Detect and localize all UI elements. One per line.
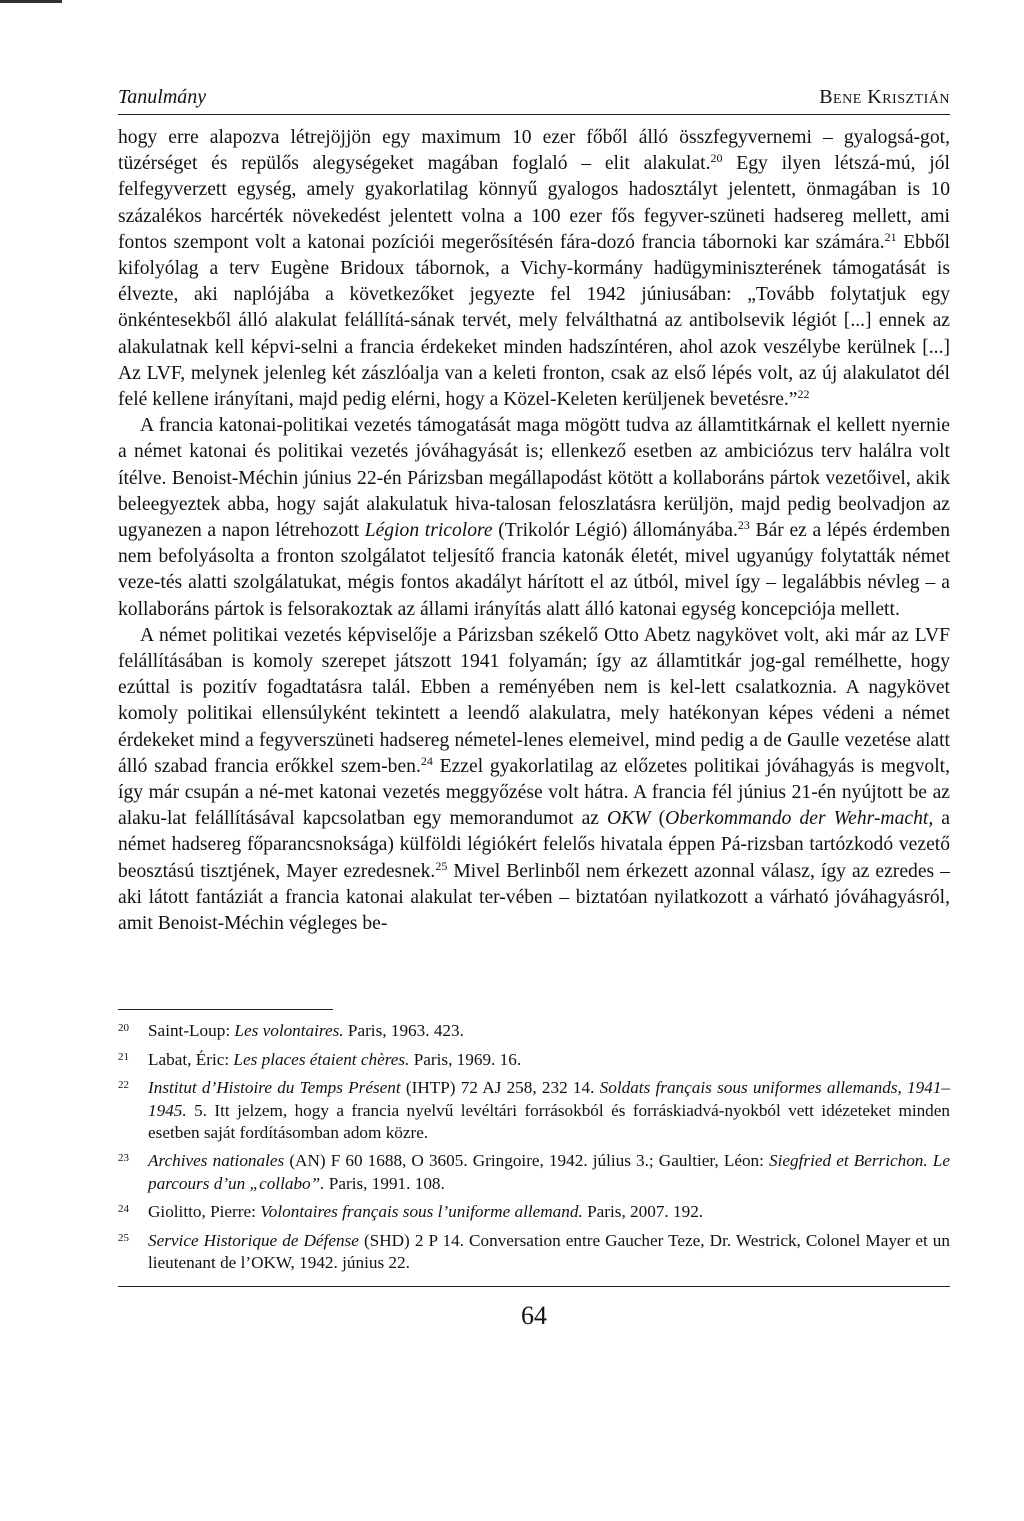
text-run: Ebből kifolyólag a terv Eugène Bridoux tábornok, a Vichy-kormány hadügyminiszterének támogatását is élvezte, aki naplójába a következőket jegyezte fel 1942 júniusában: „Tovább folytatjuk egy önkéntesekből álló alakulat felállítá-sának tervét, mely felválthatná az antibolsevik légiót [...] ennek az alakulatnak kell képvi-selni a francia érdekeket minden hadszíntéren, ahol azok veszélybe kerülnek [...] Az LVF, melynek jelenleg két zászlóalja van a keleti fronton, csak az első lépés volt, az új alakulatot dél felé kellene irányítani, majd pedig elérni, hogy a Közel-Keleten kerüljenek bevetésre.” [118,231,950,411]
text-run: hogy erre alapozva létrejöjjön egy maximum 10 ezer főből álló összfegyvernemi – gyalogsá-got, tüzérséget és repülős alegységeket magában foglaló – elit alakulat. [118,127,950,175]
text-run: (IHTP) 72 AJ 258, 232 14. [400,1078,600,1098]
italic-text: Les volontaires. [234,1021,344,1041]
footnote-ref: 25 [435,858,448,873]
text-run: A francia katonai-politikai vezetés támogatását maga mögött tudva az államtitkárnak el kellett nyernie a német katonai és politikai vezetés jóváhagyását is; ellenkező esetben az ambiciózus terv halálra volt ítélve. Benoist-Méchin június 22-én Párizsban megállapodást kötött a kollaboráns pártok vezetőivel, akik beleegyeztek abba, hogy saját alakulatuk hiva-talosan feloszlatásra kerüljön, majd pedig beolvadjon az ugyanezen a napon létrehozott [118,415,950,542]
text-run: Paris, 1991. 108. [324,1173,445,1193]
footnote-number: 22 [118,1079,129,1092]
journal-title: Tanulmány [118,86,207,108]
footnote-ref: 21 [884,229,897,244]
footnote-number: 24 [118,1203,129,1216]
italic-text: Légion tricolore [364,520,493,542]
footnote-ref: 23 [737,518,750,533]
footnote-number: 21 [118,1050,129,1063]
footnote-ref: 22 [797,387,810,402]
footnote-separator [118,1009,333,1010]
bottom-rule [118,1286,950,1287]
footnote-number: 25 [118,1231,129,1244]
scan-edge-mark [0,0,62,3]
italic-text: Oberkommando der Wehr-macht, [665,808,934,830]
paragraph-3 [118,623,950,937]
footnote [118,1230,950,1275]
text-run: Mivel Berlinből nem érkezett azonnal válasz, így az ezredes – aki látott fantáziát a francia katonai alakulat ter-vében – biztatóan nyilatkozott a várható jóváhagyásról, amit Benoist-Méchin végleges be- [118,860,950,935]
footnotes [118,1020,950,1274]
text-run: 5. Itt jelzem, hogy a francia nyelvű levéltári forrásokból és forráskiadvá-nyokból vett idézeteket minden esetben saját fordításomban adom közre. [148,1100,950,1142]
footnote [118,1201,950,1223]
text-run: Egy ilyen létszá-mú, jól felfegyverzett egység, amely gyakorlatilag könnyű gyalogos hadosztályt jelentett, önmagában is 10 százalékos harcérték növekedést jelentett volna a 100 ezer fős fegyver-szüneti hadsereg mellett, ami fontos szempont volt a katonai pozíciói megerősítésén fára-dozó francia tábornoki kar számára. [118,153,950,253]
footnote-ref: 24 [420,753,433,768]
text-run: a német hadsereg főparancsnoksága) külföldi légiókért felelős hivatala éppen Pá-rizsban tartózkodó vezető beosztású tisztjének, Mayer ezredesnek. [118,808,950,882]
text-run: (AN) F 60 1688, O 3605. Gringoire, 1942. július 3.; Gaultier, Léon: [284,1151,770,1171]
footnote-ref: 20 [710,151,723,166]
footnote-number: 20 [118,1022,129,1035]
footnote [118,1150,950,1195]
italic-text: Soldats français sous uniformes allemands, 1941–1945. [148,1078,951,1120]
text-run: A német politikai vezetés képviselője a Párizsban székelő Otto Abetz nagykövet volt, aki már az LVF felállításában is komoly szerepet játszott 1941 folyamán; így az államtitkár jog-gal remélhette, hogy ezúttal is pozitív fogadtatásra talál. Ebben a reményében nem is kel-lett csalatkoznia. A nagykövet komoly politikai ellensúlyként tekintett a leendő alakulatra, mely hatékonyan képes védeni a német érdekeket mind a fegyverszüneti hadsereg németel-lenes elemeivel, mind pedig a de Gaulle vezetése alatt álló szabad francia erőkkel szem-ben. [118,624,950,777]
text-run: ( [650,808,666,830]
footnote-number: 23 [118,1152,129,1165]
italic-text: Service Historique de Défense [148,1230,359,1250]
text-run: (Trikolór Légió) állományába. [492,520,738,542]
italic-text: Les places étaient chères. [233,1049,410,1069]
italic-text: Archives nationales [148,1151,285,1171]
page-number: 64 [521,1301,547,1331]
italic-text: Volontaires français sous l’uniforme allemand. [260,1202,583,1222]
text-run: Ezzel gyakorlatilag az előzetes politikai jóváhagyás is megvolt, így már csupán a né-met katonai vezetés meggyőzése volt hátra. A francia fél június 21-én nyújtott be az alaku-lat felállításával kapcsolatban egy memorandumot az [118,755,951,830]
text-run: Paris, 1969. 16. [409,1049,522,1069]
paragraph-1 [118,125,950,413]
text-run: Saint-Loup: [148,1021,235,1041]
text-run: Bár ez a lépés érdemben nem befolyásolta a fronton szolgálatot teljesítő francia katonák életét, mivel ugyanúgy folytatták német veze-tés alatti szolgálatukat, mégis fontos akadályt hárított el az útból, mivel így – legalábbis névleg – a kollaboráns pártok is felsorakoztak az állami irányítás alatt álló katonai egység koncepciója mellett. [118,520,950,620]
text-run: Paris, 1963. 423. [343,1021,464,1041]
text-run: (SHD) 2 P 14. Conversation entre Gaucher Teze, Dr. Westrick, Colonel Mayer et un lieutenant de l’OKW, 1942. június 22. [148,1230,950,1272]
italic-text: OKW [607,808,651,830]
running-head [118,84,950,115]
text-run: Labat, Éric: [148,1049,234,1069]
text-run: Giolitto, Pierre: [148,1202,261,1222]
italic-text: Siegfried et Berrichon. Le parcours d’un „collabo”. [148,1151,950,1193]
author-name: Bene Krisztián [819,86,950,108]
footnote [118,1077,950,1144]
footnote [118,1020,950,1042]
paragraph-2 [118,413,950,623]
page [118,84,950,1331]
text-run: Paris, 2007. 192. [582,1202,704,1222]
footnote [118,1049,950,1071]
body-text [118,125,950,937]
italic-text: Institut d’Histoire du Temps Présent [148,1078,401,1098]
